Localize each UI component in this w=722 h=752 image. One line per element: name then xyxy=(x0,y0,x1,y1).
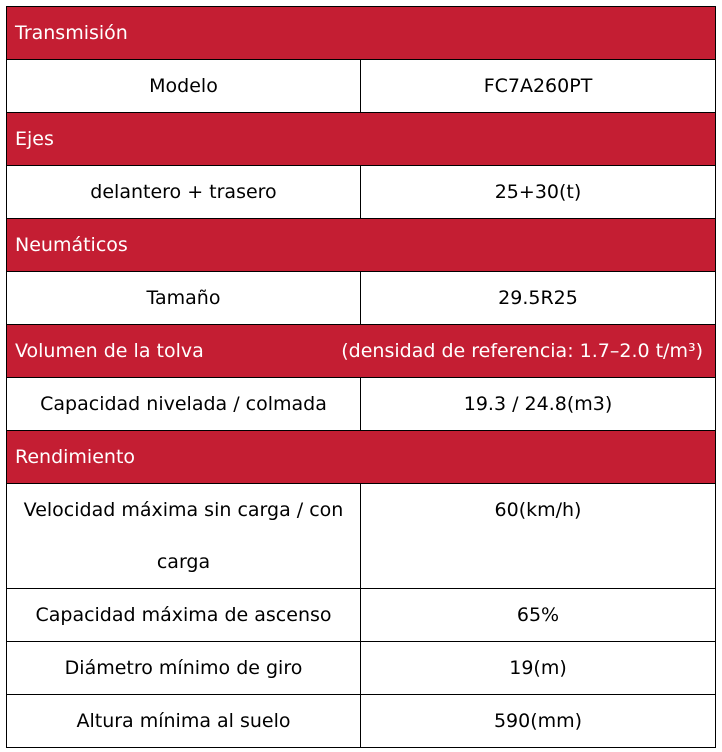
row-value: FC7A260PT xyxy=(361,60,716,113)
section-header-transmision xyxy=(7,7,716,60)
row-value: 19(m) xyxy=(361,642,716,695)
section-title-cell xyxy=(7,325,716,378)
row-label: delantero + trasero xyxy=(7,166,361,219)
row-label: Diámetro mínimo de giro xyxy=(7,642,361,695)
section-header-ejes xyxy=(7,113,716,166)
row-value: 60(km/h) xyxy=(361,484,716,589)
row-label: Capacidad máxima de ascenso xyxy=(7,589,361,642)
table-row xyxy=(7,60,716,113)
table-row xyxy=(7,642,716,695)
row-value: 590(mm) xyxy=(361,695,716,748)
table-row xyxy=(7,272,716,325)
table-row xyxy=(7,166,716,219)
row-value: 65% xyxy=(361,589,716,642)
table-row xyxy=(7,484,716,589)
row-label: Velocidad máxima sin carga / con carga xyxy=(7,484,361,589)
section-header-rendimiento xyxy=(7,431,716,484)
row-label: Altura mínima al suelo xyxy=(7,695,361,748)
row-value: 29.5R25 xyxy=(361,272,716,325)
section-header-neumaticos xyxy=(7,219,716,272)
section-title: Neumáticos xyxy=(7,219,716,272)
table-row xyxy=(7,695,716,748)
row-value: 19.3 / 24.8(m3) xyxy=(361,378,716,431)
row-label: Modelo xyxy=(7,60,361,113)
table-row xyxy=(7,378,716,431)
density-note: (densidad de referencia: 1.7–2.0 t/m³) xyxy=(341,340,703,362)
section-title: Volumen de la tolva xyxy=(15,340,204,362)
section-title: Ejes xyxy=(7,113,716,166)
section-title: Transmisión xyxy=(7,7,716,60)
section-header-tolva xyxy=(7,325,716,378)
table-row xyxy=(7,589,716,642)
row-label: Capacidad nivelada / colmada xyxy=(7,378,361,431)
row-label: Tamaño xyxy=(7,272,361,325)
spec-table xyxy=(6,6,716,748)
section-title: Rendimiento xyxy=(7,431,716,484)
row-value: 25+30(t) xyxy=(361,166,716,219)
